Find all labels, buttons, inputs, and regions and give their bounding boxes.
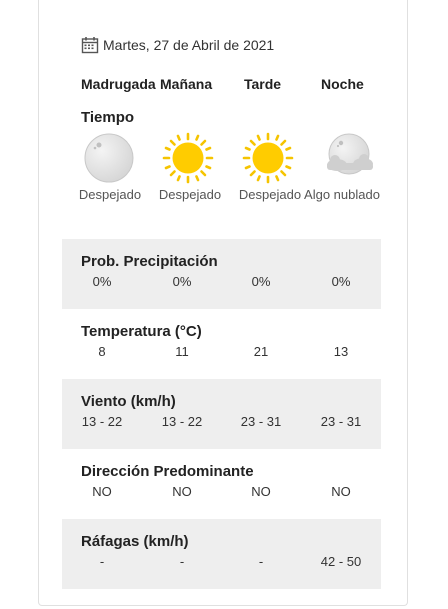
period-manana: Mañana — [160, 76, 213, 92]
value-cell: 23 - 31 — [240, 414, 282, 429]
sun-icon — [162, 132, 214, 184]
sun-icon — [242, 132, 294, 184]
value-cell: - — [258, 554, 264, 569]
sky-label: Despejado — [238, 187, 302, 202]
value-cell: - — [179, 554, 185, 569]
period-tarde: Tarde — [244, 76, 282, 92]
value-cell: 13 — [333, 344, 349, 359]
tiempo-title: Tiempo — [81, 109, 135, 126]
section-title: Prob. Precipitación — [81, 253, 218, 270]
value-cell: 21 — [253, 344, 269, 359]
value-cell: NO — [251, 484, 271, 499]
wind-section — [62, 379, 381, 449]
value-cell: 8 — [98, 344, 106, 359]
value-cell: 23 - 31 — [320, 414, 362, 429]
date-header — [81, 34, 274, 56]
value-cell: 11 — [175, 344, 189, 359]
date-text: Martes, 27 de Abril de 2021 — [103, 37, 275, 53]
gusts-section — [62, 519, 381, 589]
moon-cloud-icon — [322, 132, 374, 184]
sky-label: Algo nublado — [304, 187, 380, 202]
precipitation-section — [62, 239, 381, 309]
section-title: Viento (km/h) — [81, 393, 176, 410]
moon-clear-icon — [83, 132, 135, 184]
section-title: Temperatura (°C) — [81, 323, 202, 340]
value-cell: 0% — [172, 274, 192, 289]
sky-label: Despejado — [158, 187, 222, 202]
value-cell: - — [99, 554, 105, 569]
period-headers — [0, 76, 448, 96]
wind-direction-section — [62, 449, 381, 519]
period-madrugada: Madrugada — [81, 76, 156, 92]
section-title: Ráfagas (km/h) — [81, 533, 189, 550]
sky-label: Despejado — [78, 187, 142, 202]
value-cell: 42 - 50 — [320, 554, 362, 569]
section-title: Dirección Predominante — [81, 463, 254, 480]
calendar-icon — [81, 36, 99, 54]
period-noche: Noche — [321, 76, 364, 92]
value-cell: 0% — [251, 274, 271, 289]
value-cell: NO — [172, 484, 192, 499]
value-cell: 0% — [92, 274, 112, 289]
value-cell: 13 - 22 — [161, 414, 203, 429]
value-cell: 0% — [331, 274, 351, 289]
value-cell: 13 - 22 — [81, 414, 123, 429]
value-cell: NO — [331, 484, 351, 499]
value-cell: NO — [92, 484, 112, 499]
temperature-section — [62, 309, 381, 379]
